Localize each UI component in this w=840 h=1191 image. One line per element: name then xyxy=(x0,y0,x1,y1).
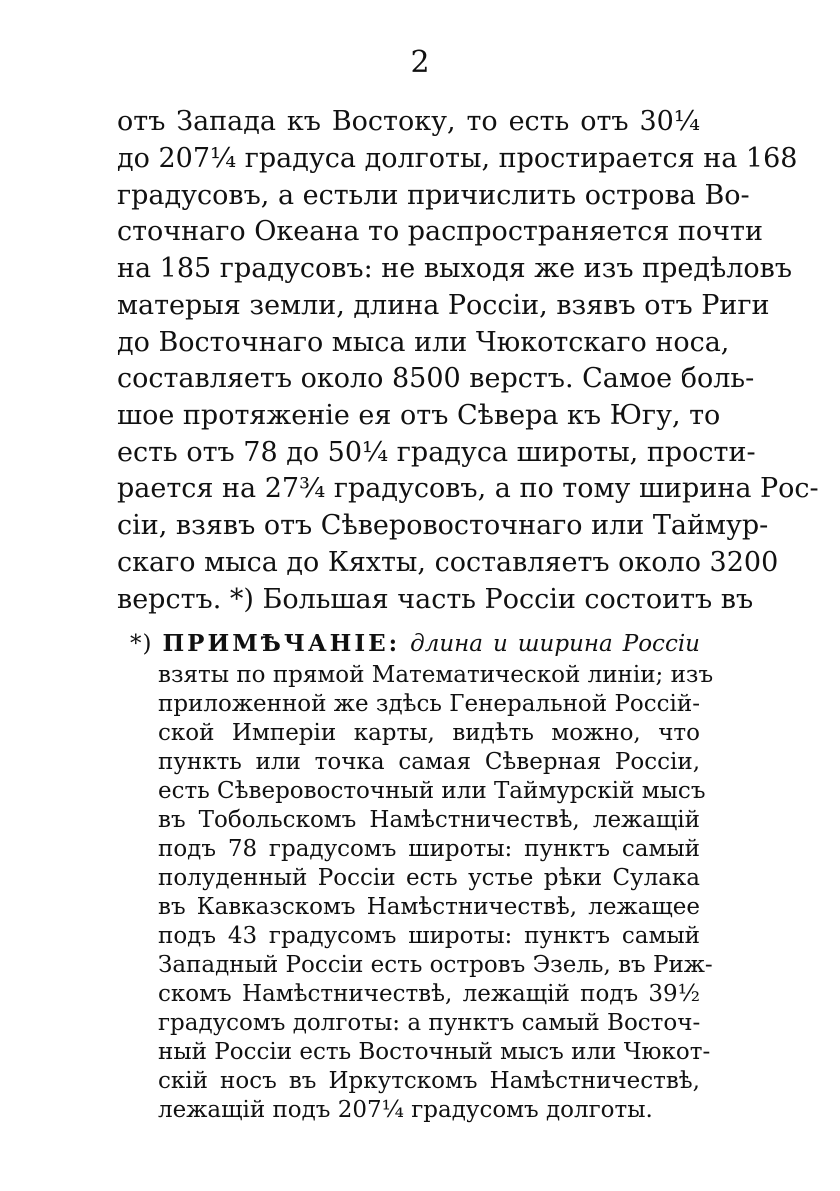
main-line-9: шое протяженіе ея отъ Сѣвера къ Югу, то xyxy=(117,400,721,431)
footnote-heading: ПРИМѢЧАНІЕ: xyxy=(162,630,401,657)
main-line-12: сіи, взявъ отъ Сѣверовосточнаго или Таймур- xyxy=(117,510,769,541)
footnote-line-15: ный Россіи есть Восточный мысъ или Чюкот- xyxy=(158,1039,711,1065)
footnote-line-3: приложенной же здѣсь Генеральной Россій- xyxy=(158,691,700,717)
footnote-line-12: Западный Россіи есть островъ Эзель, въ Риж- xyxy=(158,952,713,978)
main-line-11: рается на 27¾ градусовъ, а по тому ширина Рос- xyxy=(117,473,819,504)
main-line-6: матерыя земли, длина Россіи, взявъ отъ Риги xyxy=(117,290,770,321)
main-line-3: градусовъ, а естьли причислить острова Во- xyxy=(117,180,750,211)
main-line-2: до 207¼ градуса долготы, простирается на 168 xyxy=(117,143,798,174)
main-line-4: сточнаго Океана то распространяется почти xyxy=(117,216,763,247)
footnote-line-8: подъ 78 градусомъ широты: пунктъ самый xyxy=(158,836,700,862)
main-line-14: верстъ. *) Большая часть Россіи состоитъ въ xyxy=(117,584,754,615)
footnote-line-16: скій носъ въ Иркутскомъ Намѣстничествѣ, xyxy=(158,1068,700,1094)
footnote-line-13: скомъ Намѣстничествѣ, лежащій подъ 39½ xyxy=(158,981,700,1007)
footnote-line-4: ской Имперіи карты, видѣть можно, что xyxy=(158,720,700,746)
footnote-line-17: лежащій подъ 207¼ градусомъ долготы. xyxy=(158,1097,653,1123)
footnote-line-2: взяты по прямой Математической линіи; изъ xyxy=(158,662,714,688)
footnote-line-6: есть Сѣверовосточный или Таймурскій мысъ xyxy=(158,778,706,804)
footnote-line-14: градусомъ долготы: а пунктъ самый Восточ- xyxy=(158,1010,701,1036)
page-number: 2 xyxy=(410,45,430,80)
main-line-8: составляетъ около 8500 верстъ. Самое боль- xyxy=(117,363,755,394)
main-line-5: на 185 градусовъ: не выходя же изъ предѣловъ xyxy=(117,253,793,284)
main-line-1: отъ Запада къ Востоку, то есть отъ 30¼ xyxy=(117,106,700,137)
main-line-13: скаго мыса до Кяхты, составляетъ около 3200 xyxy=(117,547,779,578)
footnote-marker: *) xyxy=(130,631,153,657)
footnote-first-line xyxy=(130,628,700,660)
main-line-10: есть отъ 78 до 50¼ градуса широты, прости- xyxy=(117,437,756,468)
footnote-line-7: въ Тобольскомъ Намѣстничествѣ, лежащій xyxy=(158,807,700,833)
footnote-line-5: пункть или точка самая Сѣверная Россіи, xyxy=(158,749,700,775)
footnote-line-10: въ Кавказскомъ Намѣстничествѣ, лежащее xyxy=(158,894,700,920)
footnote-line-11: подъ 43 градусомъ широты: пунктъ самый xyxy=(158,923,700,949)
main-line-7: до Восточнаго мыса или Чюкотскаго носа, xyxy=(117,327,730,358)
footnote-first-line-text: длина и ширина Россіи xyxy=(410,631,700,657)
footnote-line-9: полуденный Россіи есть устье рѣки Сулака xyxy=(158,865,700,891)
